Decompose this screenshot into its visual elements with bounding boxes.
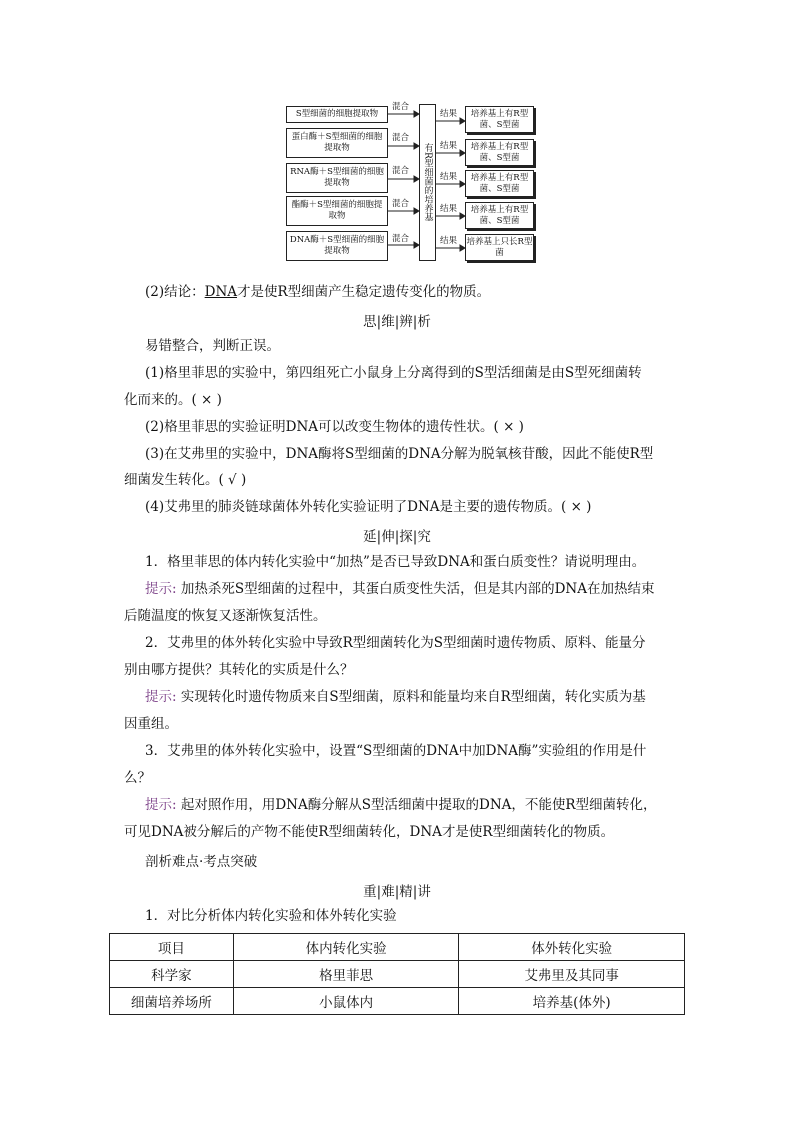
table-header-cell: 体外转化实验 xyxy=(459,934,685,961)
left-box-4: 酯酶＋S型细菌的细胞提取物 xyxy=(286,196,388,226)
mix-label-1: 混合 xyxy=(392,102,410,112)
result-label-2: 结果 xyxy=(440,141,458,151)
hint-label: 提示: xyxy=(145,689,177,705)
conclusion-dna: DNA xyxy=(204,284,238,300)
conclusion-suffix: 才是使R型细菌产生稳定遗传变化的物质。 xyxy=(237,284,491,300)
hint-label: 提示: xyxy=(145,581,177,597)
question-1: 1．格里菲思的体内转化实验中“加热”是否已导致DNA和蛋白质变性？请说明理由。 xyxy=(145,554,646,570)
result-label-3: 结果 xyxy=(440,172,458,182)
right-box-3: 培养基上有R型菌、S型菌 xyxy=(465,170,534,197)
answer-1-text: 加热杀死S型细菌的过程中，其蛋白质变性失活，但是其内部的DNA在加热结束 xyxy=(180,581,655,597)
answer-1-line2: 后随温度的恢复又逐渐恢复活性。 xyxy=(124,608,327,624)
question-2-line1: 2．艾弗里的体外转化实验中导致R型细菌转化为S型细菌时遗传物质、原料、能量分 xyxy=(145,635,646,651)
section-heading-difficulty: 剖析难点·考点突破 xyxy=(145,854,258,870)
table-intro: 1．对比分析体内转化实验和体外转化实验 xyxy=(145,908,397,924)
answer-3-line1 xyxy=(145,795,657,815)
section-title-thinking: 思|维|辨|析 xyxy=(363,314,431,330)
table-header-cell: 项目 xyxy=(110,934,234,961)
judge-item-3b: 细菌发生转化。( √ ) xyxy=(124,472,247,488)
table-header-cell: 体内转化实验 xyxy=(233,934,459,961)
hint-label: 提示: xyxy=(145,797,177,813)
left-box-5: DNA酶＋S型细菌的细胞提取物 xyxy=(286,231,388,261)
right-box-4: 培养基上有R型菌、S型菌 xyxy=(465,202,534,229)
table-cell: 格里菲思 xyxy=(233,961,459,988)
table-cell: 细菌培养场所 xyxy=(110,988,234,1015)
center-medium-box: 有R型细菌的培养基 xyxy=(419,104,436,261)
conclusion-prefix: (2)结论： xyxy=(145,284,205,300)
table-cell: 艾弗里及其同事 xyxy=(459,961,685,988)
answer-3-line2: 可见DNA被分解后的产物不能使R型细菌转化，DNA才是使R型细菌转化的物质。 xyxy=(124,824,615,840)
judge-item-1b: 化而来的。( × ) xyxy=(124,392,222,408)
question-2-line2: 别由哪方提供？其转化的实质是什么？ xyxy=(124,662,354,678)
answer-2-text: 实现转化时遗传物质来自S型细菌，原料和能量均来自R型细菌，转化实质为基 xyxy=(180,689,646,705)
left-box-3: RNA酶＋S型细菌的细胞提取物 xyxy=(286,163,388,193)
result-label-5: 结果 xyxy=(440,236,458,246)
mix-label-2: 混合 xyxy=(392,133,410,143)
mix-label-4: 混合 xyxy=(392,199,410,209)
judge-item-1a: (1)格里菲思的实验中，第四组死亡小鼠身上分离得到的S型活细菌是由S型死细菌转 xyxy=(145,365,642,381)
question-3-line1: 3．艾弗里的体外转化实验中，设置“S型细菌的DNA中加DNA酶”实验组的作用是什 xyxy=(145,743,647,759)
result-label-1: 结果 xyxy=(440,109,458,119)
mix-label-3: 混合 xyxy=(392,166,410,176)
conclusion xyxy=(145,282,490,302)
right-box-5: 培养基上只长R型菌 xyxy=(465,234,534,261)
table-cell: 科学家 xyxy=(110,961,234,988)
right-box-1: 培养基上有R型菌、S型菌 xyxy=(465,106,534,133)
answer-2-line1 xyxy=(145,687,646,707)
comparison-table xyxy=(109,933,685,1015)
intro-text: 易错整合，判断正误。 xyxy=(145,338,280,354)
judge-item-3a: (3)在艾弗里的实验中，DNA酶将S型细菌的DNA分解为脱氧核苷酸，因此不能使R型 xyxy=(145,446,654,462)
answer-2-line2: 因重组。 xyxy=(124,716,178,732)
result-label-4: 结果 xyxy=(440,204,458,214)
table-row xyxy=(110,961,685,988)
answer-1-line1 xyxy=(145,579,655,599)
judge-item-2: (2)格里菲思的实验证明DNA可以改变生物体的遗传性状。( × ) xyxy=(145,419,524,435)
table-cell: 小鼠体内 xyxy=(233,988,459,1015)
answer-3-text: 起对照作用，用DNA酶分解从S型活细菌中提取的DNA，不能使R型细菌转化， xyxy=(180,797,657,813)
section-title-extension: 延|伸|探|究 xyxy=(363,529,431,545)
question-3-line2: 么？ xyxy=(124,770,151,786)
judge-item-4: (4)艾弗里的肺炎链球菌体外转化实验证明了DNA是主要的遗传物质。( × ) xyxy=(145,499,592,515)
left-box-2: 蛋白酶＋S型细菌的细胞提取物 xyxy=(286,128,388,158)
right-box-2: 培养基上有R型菌、S型菌 xyxy=(465,139,534,166)
mix-label-5: 混合 xyxy=(392,234,410,244)
table-row xyxy=(110,988,685,1015)
table-cell: 培养基(体外) xyxy=(459,988,685,1015)
left-box-1: S型细菌的细胞提取物 xyxy=(286,106,388,123)
table-header-row xyxy=(110,934,685,961)
section-title-key-points: 重|难|精|讲 xyxy=(363,884,431,900)
